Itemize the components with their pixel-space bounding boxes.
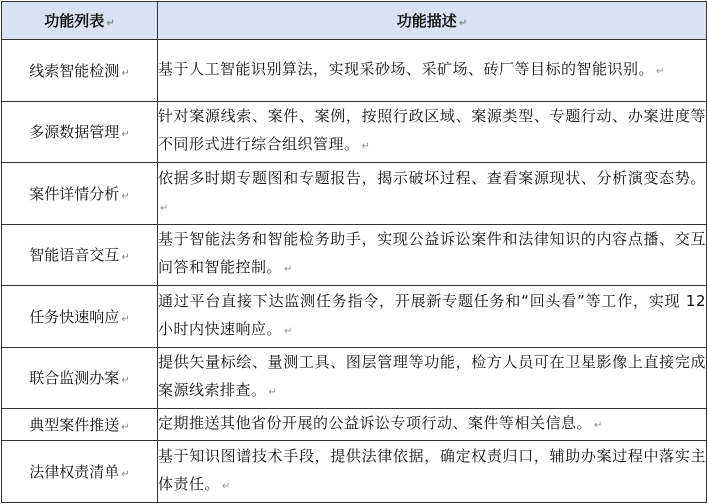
feature-table [1, 1, 707, 503]
feature-name-cell [2, 441, 158, 503]
header-desc-column [158, 2, 707, 40]
feature-desc-cell [158, 224, 707, 286]
paragraph-mark-icon: ↵ [160, 202, 169, 214]
table-row [2, 409, 707, 441]
feature-desc: 基于智能法务和智能检务助手，实现公益诉讼案件和法律知识的内容点播、交互问答和智能控制。 [158, 230, 706, 277]
paragraph-mark-icon: ↵ [284, 264, 293, 276]
feature-name-cell [2, 40, 158, 102]
feature-desc: 定期推送其他省份开展的公益诉讼专项行动、案件等相关信息。 [158, 414, 593, 433]
paragraph-mark-icon: ↵ [656, 65, 665, 77]
feature-desc-cell [158, 441, 707, 503]
header-desc-label: 功能描述 [396, 12, 457, 30]
feature-name: 法律权责清单 [29, 463, 120, 482]
paragraph-mark-icon: ↵ [121, 67, 130, 79]
feature-name: 案件详情分析 [29, 184, 120, 203]
table-row [2, 40, 707, 102]
feature-desc: 针对案源线索、案件、案例，按照行政区域、案源类型、专题行动、办案进度等不同形式进行综合组织管理。 [158, 107, 706, 154]
header-name-label: 功能列表 [44, 12, 105, 30]
feature-name: 智能语音交互 [29, 246, 120, 265]
feature-desc: 基于知识图谱技术手段，提供法律依据，确定权责归口，辅助办案过程中落实主体责任。 [158, 447, 706, 494]
feature-desc: 依据多时期专题图和专题报告，揭示破坏过程、查看案源现状、分析演变态势。 [158, 168, 706, 187]
paragraph-mark-icon: ↵ [361, 141, 371, 153]
feature-desc: 基于人工智能识别算法，实现采砂场、采矿场、砖厂等目标的智能识别。 [158, 59, 655, 78]
paragraph-mark-icon: ↵ [121, 422, 130, 434]
feature-name-cell [2, 347, 158, 409]
table-row [2, 101, 707, 163]
feature-desc-cell [158, 101, 707, 163]
table-row [2, 286, 707, 348]
feature-desc-cell [158, 286, 707, 348]
table-row [2, 441, 707, 503]
paragraph-mark-icon: ↵ [594, 420, 603, 432]
feature-name: 联合监测办案 [29, 369, 120, 388]
feature-desc-cell [158, 347, 707, 409]
header-row [2, 2, 707, 40]
feature-name-cell [2, 163, 158, 225]
feature-name-cell [2, 286, 158, 348]
feature-name: 任务快速响应 [29, 307, 120, 326]
table-row [2, 347, 707, 409]
feature-name: 典型案件推送 [29, 416, 120, 435]
feature-desc-cell [158, 163, 707, 225]
paragraph-mark-icon: ↵ [121, 313, 130, 325]
feature-name-cell [2, 409, 158, 441]
feature-name-cell [2, 101, 158, 163]
paragraph-mark-icon: ↵ [121, 469, 130, 481]
table-row [2, 163, 707, 225]
feature-desc-cell [158, 409, 707, 441]
feature-name: 线索智能检测 [29, 61, 120, 80]
paragraph-mark-icon: ↵ [121, 190, 130, 202]
feature-name: 多源数据管理 [29, 123, 120, 142]
paragraph-mark-icon: ↵ [121, 252, 130, 264]
feature-desc-cell [158, 40, 707, 102]
feature-desc: 通过平台直接下达监测任务指令，开展新专题任务和“回头看”等工作，实现 12 小时内快速响应。 [158, 291, 706, 338]
paragraph-mark-icon: ↵ [106, 18, 115, 29]
paragraph-mark-icon: ↵ [458, 18, 468, 29]
paragraph-mark-icon: ↵ [222, 481, 231, 493]
header-name-column [2, 2, 158, 40]
paragraph-mark-icon: ↵ [121, 129, 130, 141]
paragraph-mark-icon: ↵ [284, 325, 293, 337]
paragraph-mark-icon: ↵ [121, 375, 130, 387]
feature-desc: 提供矢量标绘、量测工具、图层管理等功能，检方人员可在卫星影像上直接完成案源线索排查。 [158, 353, 706, 400]
table-row [2, 224, 707, 286]
paragraph-mark-icon: ↵ [268, 387, 278, 399]
feature-name-cell [2, 224, 158, 286]
